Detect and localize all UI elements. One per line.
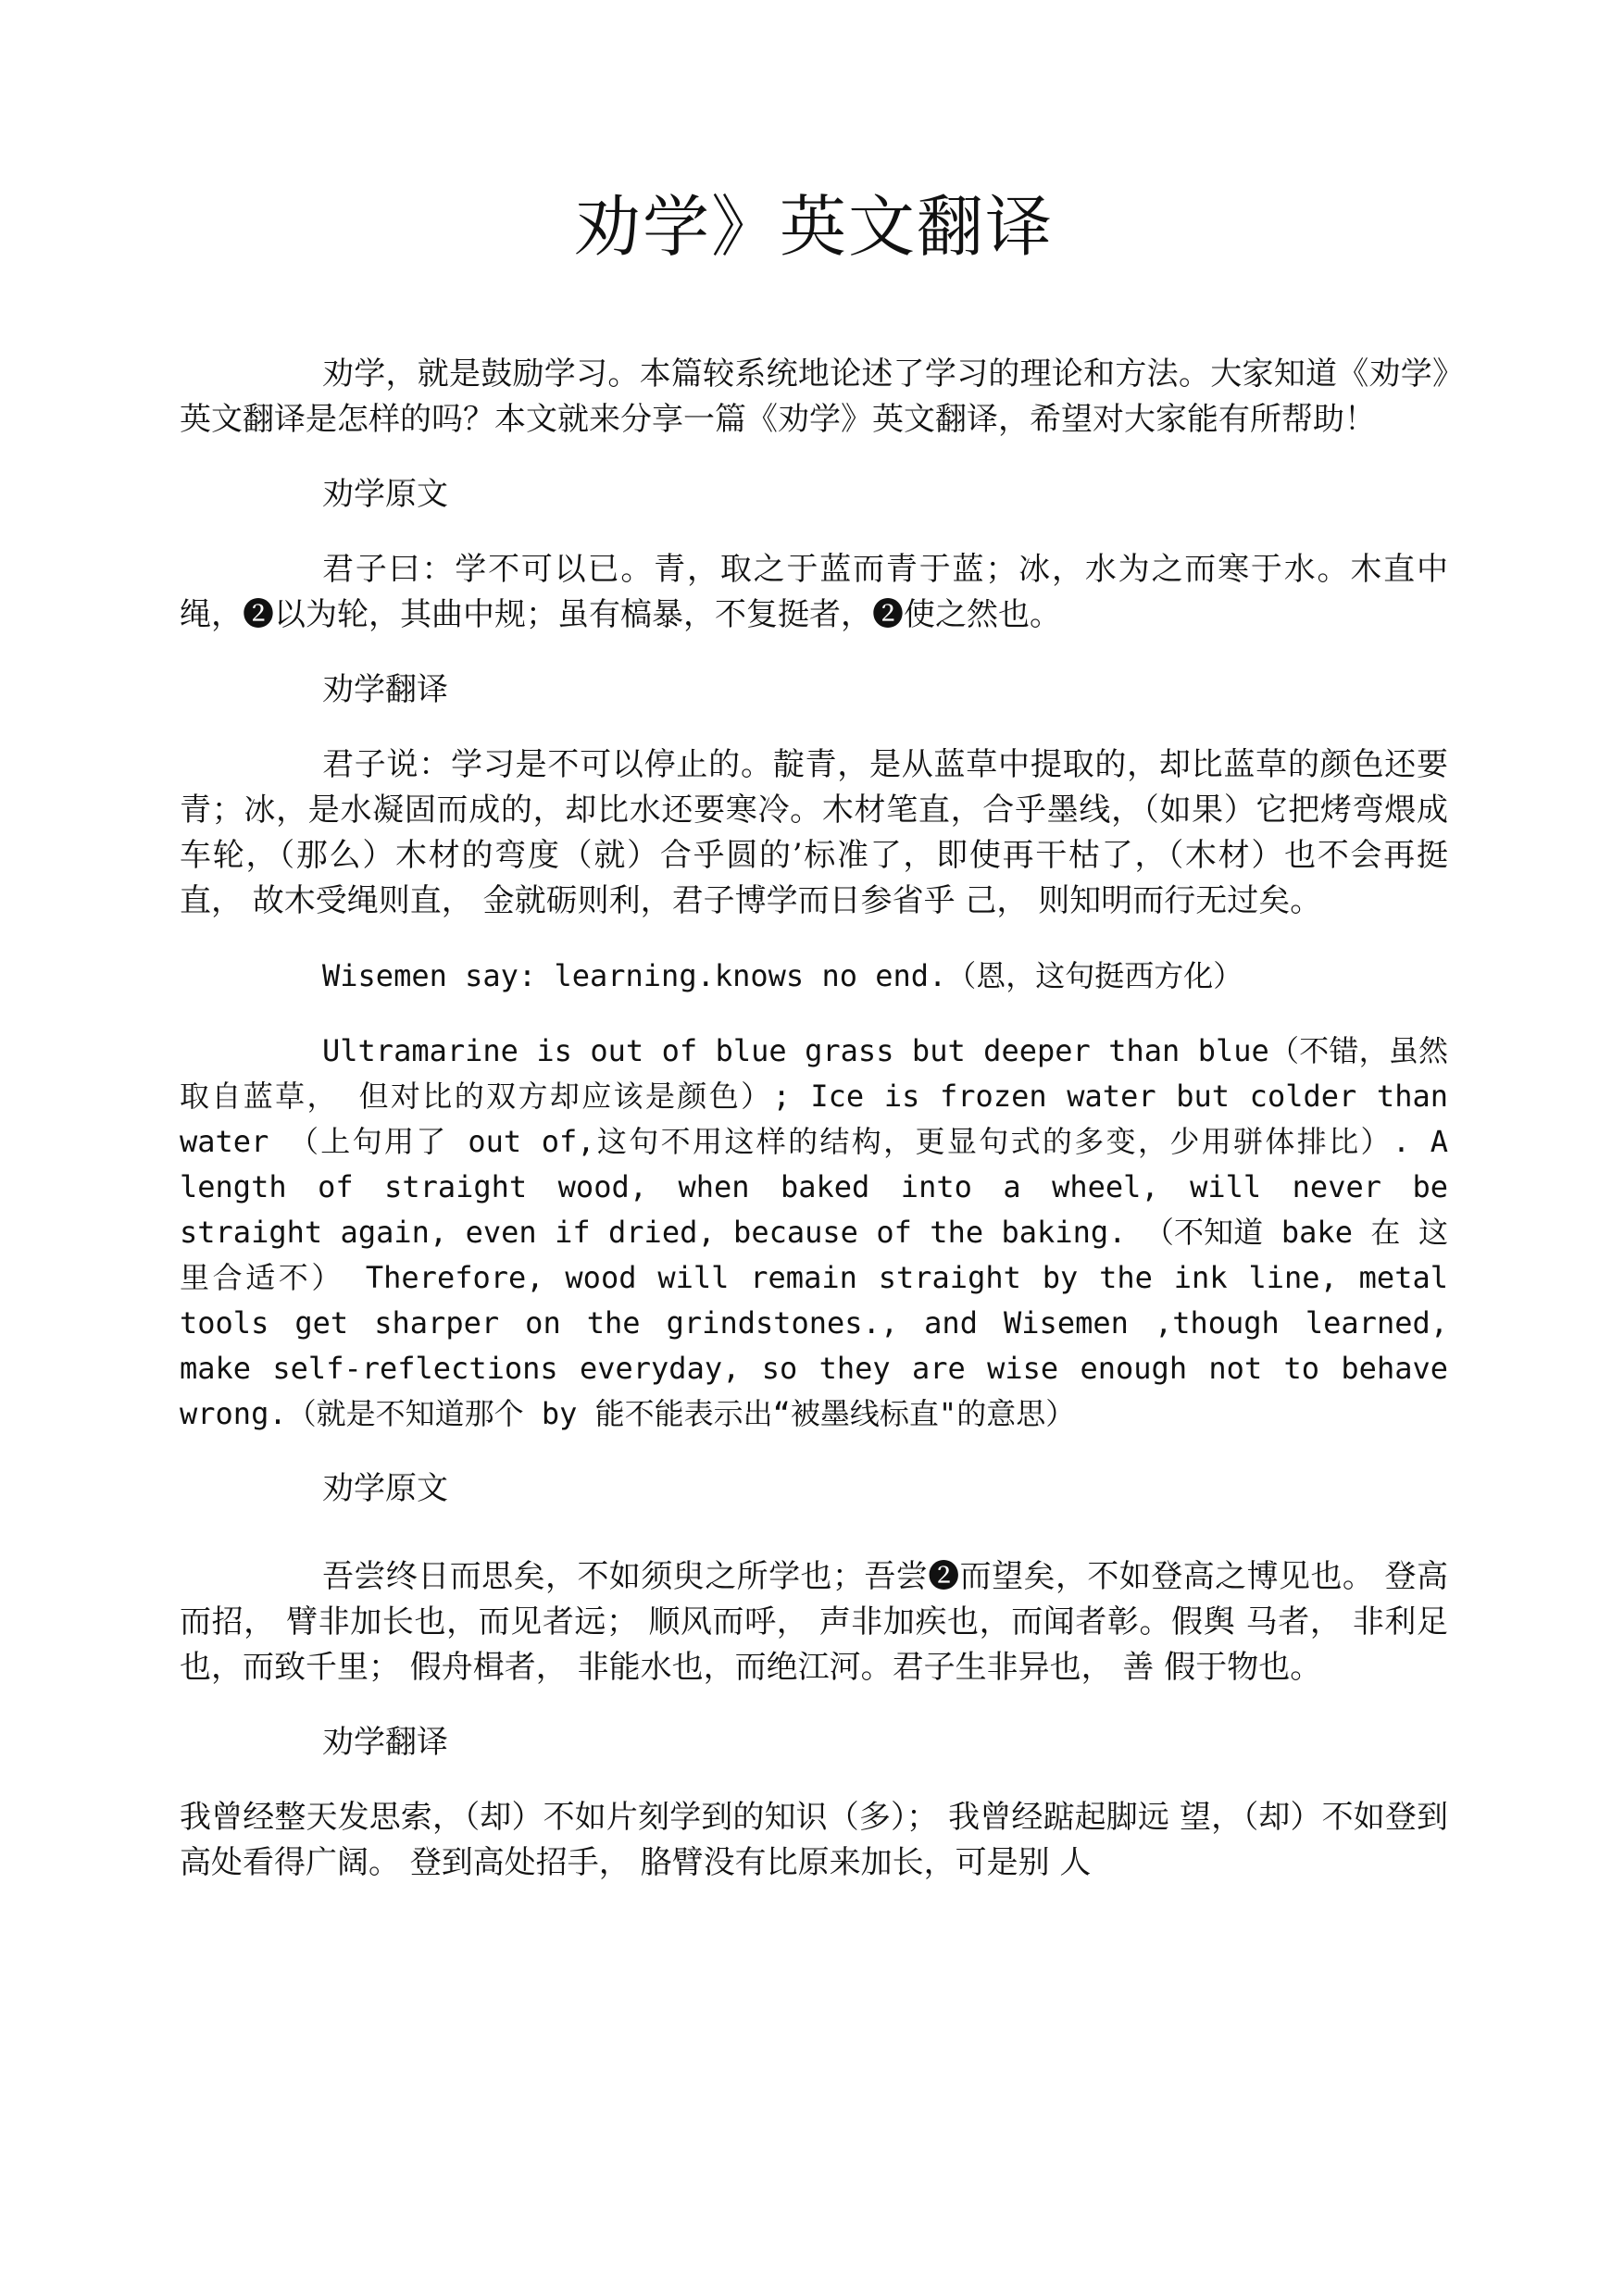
spacer <box>180 924 1448 954</box>
section1-original-heading: 劝学原文 <box>322 476 448 513</box>
spacer <box>180 518 1448 547</box>
document-title: 劝学》英文翻译 <box>573 188 1054 266</box>
section1-translation-heading: 劝学翻译 <box>322 671 448 708</box>
section1-english-line: Wisemen say: learning.knows no end.（恩，这句挺西方化） <box>322 958 1243 993</box>
intro-paragraph: 劝学，就是鼓励学习。本篇较系统地论述了学习的理论和方法。大家知道《劝学》英文翻译是怎样的吗？本文就来分享一篇《劝学》英文翻译，希望对大家能有所帮助！ <box>180 355 1448 438</box>
section1-english-paragraph: Ultramarine is out of blue grass but deeper than blue（不错，虽然取自蓝草， 但对比的双方却应该是颜色）; Ice is frozen water but colder than water （上句用了 out of,这句不用这样的结构，更显句式的多变，少用骈体排比）. A length of straight wood, when baked into a wheel, will never be straight again, even if dried, because of the baking. （不知道 bake 在 这里合适不） Therefore, wood will remain straight by the ink line, metal tools get sharper on the grindstones., and Wisemen ,though learned, make self-reflections everyday, so they are wise enough not to behave wrong.（就是不知道那个 by 能不能表示出“被墨线标直"的意思） <box>180 1033 1448 1431</box>
spacer <box>180 999 1448 1029</box>
spacer <box>180 443 1448 472</box>
document-page <box>180 176 1448 1886</box>
section2-original-text: 吾尝终日而思矣，不如须臾之所学也；吾尝❷而望矣，不如登高之博见也。 登高而招， 臂非加长也，而见者远； 顺风而呼， 声非加疾也，而闻者彰。假舆 马者， 非利足也，而致千里； 假舟楫者， 非能水也，而绝江河。君子生非异也， 善 假于物也。 <box>180 1558 1448 1686</box>
spacer <box>180 1437 1448 1466</box>
section2-translation-text: 我曾经整天发思索，（却）不如片刻学到的知识（多）； 我曾经踮起脚远 望，（却）不如登到高处看得广阔。 登到高处招手， 胳臂没有比原来加长，可是别 人 <box>180 1799 1448 1881</box>
section2-translation-heading: 劝学翻译 <box>322 1724 448 1761</box>
title-spacer <box>180 278 1448 352</box>
spacer <box>180 713 1448 742</box>
spacer <box>180 1765 1448 1795</box>
spacer <box>180 1512 1448 1554</box>
section1-translation-text: 君子说：学习是不可以停止的。靛青，是从蓝草中提取的，却比蓝草的颜色还要青；冰，是水凝固而成的，却比水还要寒冷。木材笔直，合乎墨线，（如果）它把烤弯煨成车轮，（那么）木材的弯度（就）合乎圆的’标准了，即使再干枯了，（木材）也不会再挺直， 故木受绳则直， 金就砺则利，君子博学而日参省乎 己， 则知明而行无过矣。 <box>180 746 1448 919</box>
spacer <box>180 1690 1448 1720</box>
spacer <box>180 638 1448 667</box>
section1-original-text: 君子曰：学不可以已。青，取之于蓝而青于蓝；冰，水为之而寒于水。木直中绳，❷以为轮，其曲中规；虽有槁暴，不复挺者，❷使之然也。 <box>180 551 1448 633</box>
section2-original-heading: 劝学原文 <box>322 1470 448 1507</box>
